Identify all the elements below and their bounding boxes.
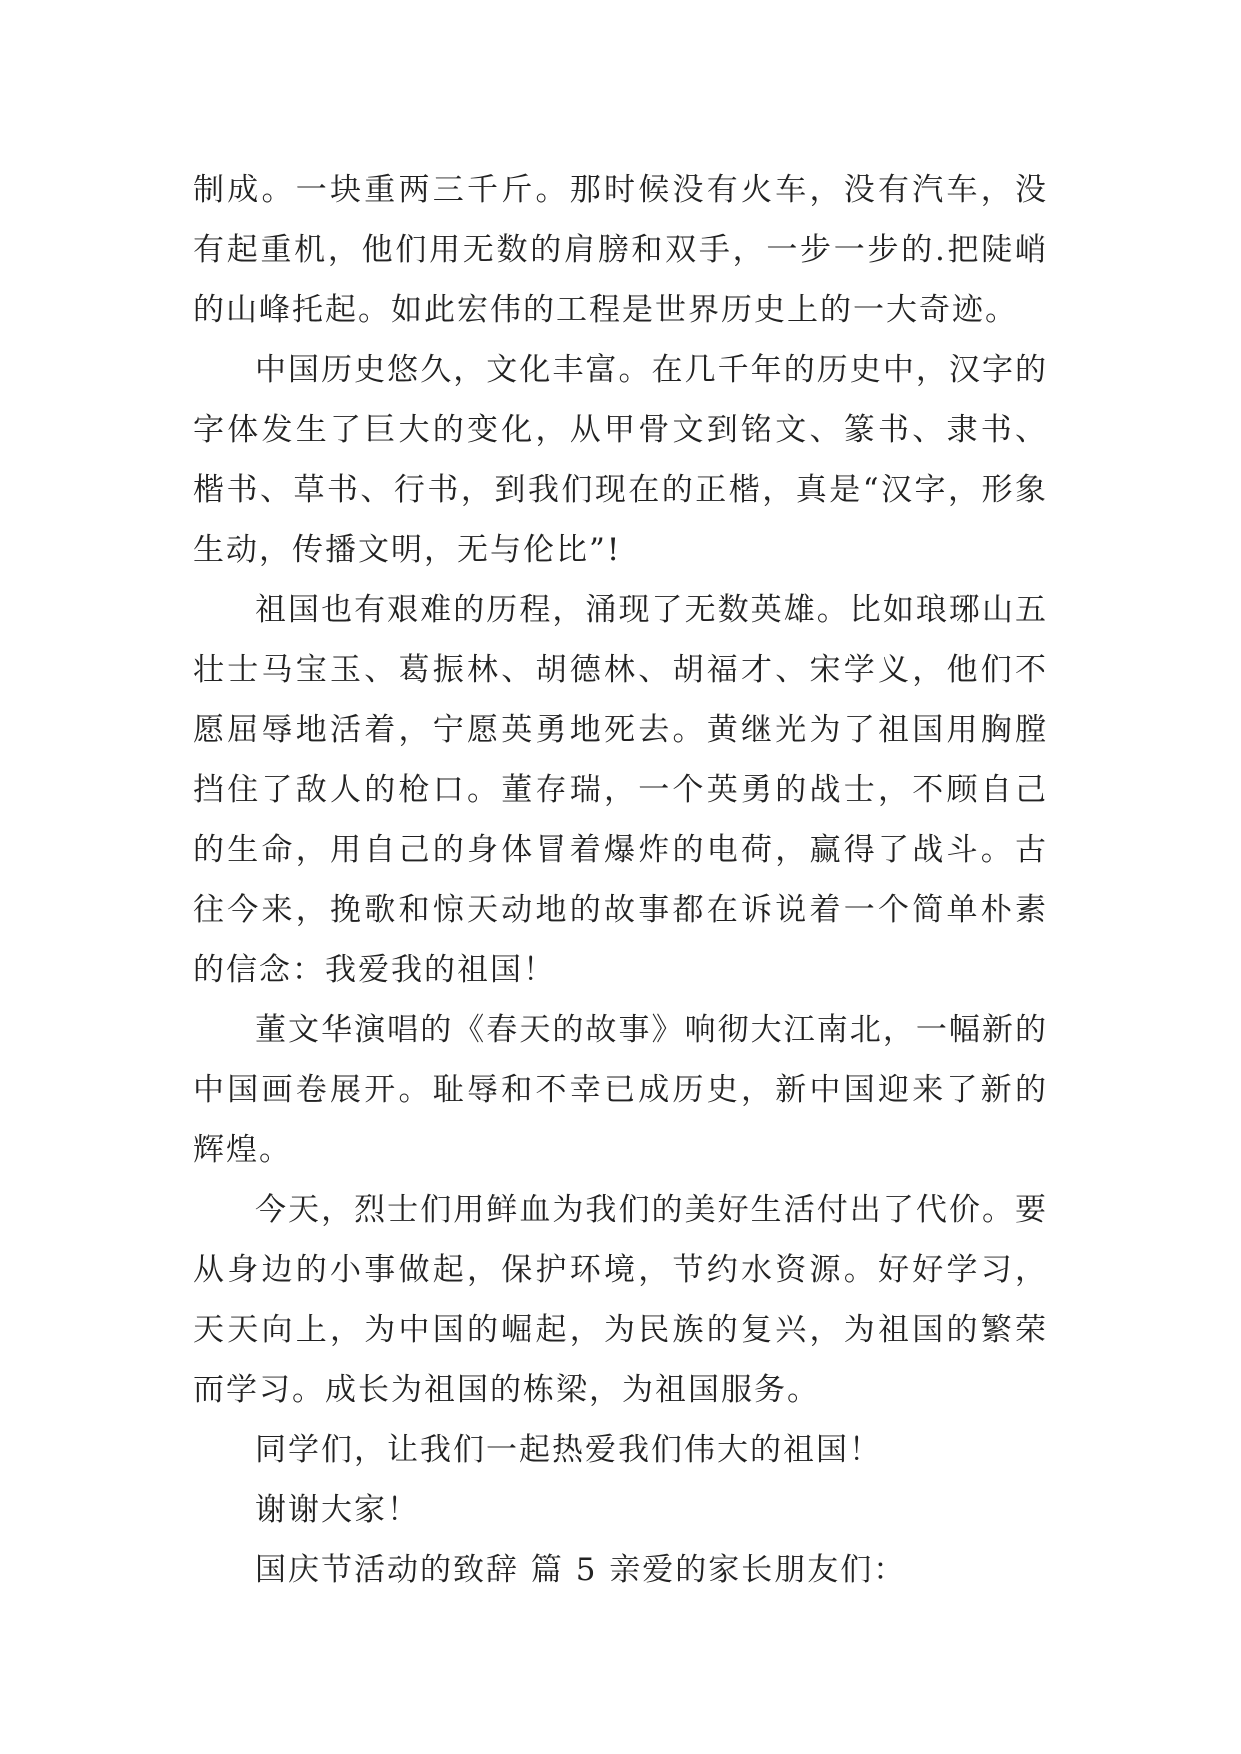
paragraph-chinese-characters: 中国历史悠久，文化丰富。在几千年的历史中，汉字的字体发生了巨大的变化，从甲骨文到铭文、篆书、隶书、楷书、草书、行书，到我们现在的正楷，真是“汉字，形象生动，传播文明，无与伦比”! [193,352,1048,568]
paragraph-heroes: 祖国也有艰难的历程，涌现了无数英雄。比如琅琊山五壮士马宝玉、葛振林、胡德林、胡福才、宋学义，他们不愿屈辱地活着，宁愿英勇地死去。黄继光为了祖国用胸膛挡住了敌人的枪口。董存瑞，一个英勇的战士，不顾自己的生命，用自己的身体冒着爆炸的电荷，赢得了战斗。古往今来，挽歌和惊天动地的故事都在诉说着一个简单朴素的信念：我爱我的祖国！ [193,592,1048,988]
paragraph-speech-5-heading: 国庆节活动的致辞 篇 5 亲爱的家长朋友们： [255,1552,907,1588]
document-body [193,160,1048,1600]
paragraph-great-wall-continuation: 制成。一块重两三千斤。那时候没有火车，没有汽车，没有起重机，他们用无数的肩膀和双手，一步一步的.把陡峭的山峰托起。如此宏伟的工程是世界历史上的一大奇迹。 [193,172,1048,328]
paragraph-thanks: 谢谢大家！ [255,1492,420,1528]
paragraph-story-of-spring: 董文华演唱的《春天的故事》响彻大江南北，一幅新的中国画卷展开。耻辱和不幸已成历史，新中国迎来了新的辉煌。 [193,1012,1048,1168]
paragraph-today: 今天，烈士们用鲜血为我们的美好生活付出了代价。要从身边的小事做起，保护环境，节约水资源。好好学习，天天向上，为中国的崛起，为民族的复兴，为祖国的繁荣而学习。成长为祖国的栋梁，为祖国服务。 [193,1192,1048,1408]
paragraph-call-to-love: 同学们，让我们一起热爱我们伟大的祖国！ [255,1432,882,1468]
